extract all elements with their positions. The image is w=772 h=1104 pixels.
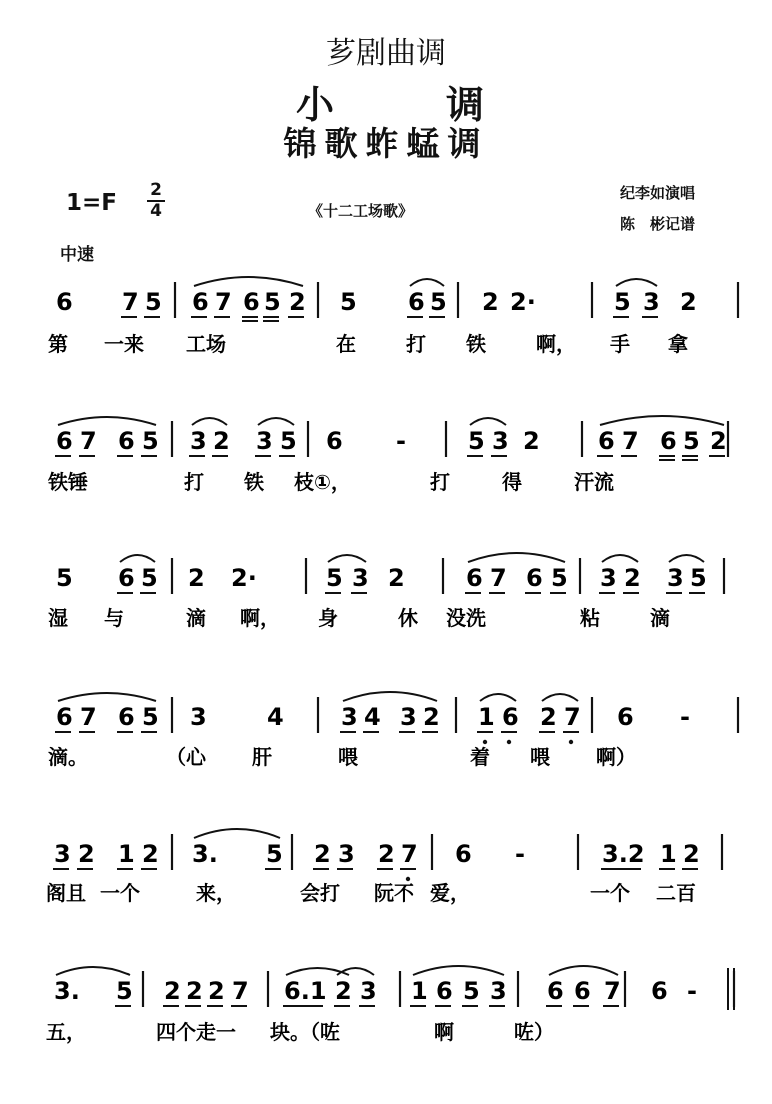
key-signature: 1=F — [66, 190, 117, 216]
slur — [549, 966, 618, 975]
note: 5 — [690, 564, 707, 592]
note: 3 — [256, 427, 273, 455]
note: 7 — [232, 977, 249, 1005]
note: 2 — [164, 977, 181, 1005]
slur — [337, 968, 374, 975]
note: 2 — [482, 288, 499, 316]
slur — [120, 555, 155, 562]
note: 6 — [408, 288, 425, 316]
slur — [58, 693, 156, 701]
note: 3.2 — [602, 840, 645, 868]
note: 5 — [266, 840, 283, 868]
note: 7 — [622, 427, 639, 455]
note: 6 — [466, 564, 483, 592]
lyric: 阮不 — [374, 881, 414, 905]
note: 3 — [492, 427, 509, 455]
note: 7 — [215, 288, 232, 316]
lyric: 滴 — [650, 606, 670, 630]
lyric: 身 — [318, 606, 338, 630]
note: 2 — [335, 977, 352, 1005]
lyric: 在 — [336, 332, 356, 356]
note: 6 — [192, 288, 209, 316]
note: 3 — [490, 977, 507, 1005]
octave-dot — [507, 740, 511, 744]
lyric: 铁锤 — [48, 470, 88, 494]
note: 6 — [326, 427, 343, 455]
lyric: 五， — [46, 1020, 86, 1044]
lyric: 阁且 — [46, 881, 86, 905]
note: - — [396, 427, 406, 455]
note: 6 — [118, 427, 135, 455]
lyric: 打 — [184, 470, 204, 494]
note: 6.1 — [284, 977, 327, 1005]
note: 2 — [314, 840, 331, 868]
note: 3 — [190, 703, 207, 731]
time-signature-bottom: 4 — [150, 201, 162, 221]
lyric: 铁 — [244, 470, 264, 494]
lyric: 打 — [406, 332, 426, 356]
note: 3 — [338, 840, 355, 868]
note: 5 — [142, 703, 159, 731]
note: 5 — [56, 564, 73, 592]
note: 2 — [289, 288, 306, 316]
tempo-marking: 中速 — [60, 245, 94, 265]
note: 6 — [243, 288, 260, 316]
note: 5 — [280, 427, 297, 455]
note: 7 — [604, 977, 621, 1005]
note: 3 — [400, 703, 417, 731]
lyric: 肝 — [252, 745, 272, 769]
slur — [470, 418, 506, 425]
note: 3. — [192, 840, 218, 868]
note: 6 — [574, 977, 591, 1005]
note: 1 — [118, 840, 135, 868]
note: 2 — [213, 427, 230, 455]
slur — [468, 553, 565, 562]
note: 6 — [660, 427, 677, 455]
note: 6 — [118, 564, 135, 592]
lyric: 湿 — [48, 606, 68, 630]
note: 6 — [118, 703, 135, 731]
lyric: 喂 — [338, 745, 358, 769]
note: - — [515, 840, 525, 868]
note: 3 — [360, 977, 377, 1005]
note: 5 — [264, 288, 281, 316]
note: 6 — [455, 840, 472, 868]
slur — [192, 418, 227, 425]
lyric: 四个走一 — [156, 1020, 236, 1044]
note: 5 — [326, 564, 343, 592]
note: 5 — [116, 977, 133, 1005]
note: 5 — [142, 427, 159, 455]
note: 2 — [624, 564, 641, 592]
note: 2 — [710, 427, 727, 455]
slur — [56, 967, 130, 975]
note: 3 — [643, 288, 660, 316]
note: 6 — [526, 564, 543, 592]
genre-subtitle: 芗剧曲调 — [326, 36, 446, 71]
lyric: 滴 — [186, 606, 206, 630]
lyric: 爱， — [430, 881, 470, 905]
note: 4 — [364, 703, 381, 731]
lyric: 休 — [398, 606, 418, 630]
slur — [410, 279, 444, 286]
note: 7 — [122, 288, 139, 316]
octave-dot — [569, 740, 573, 744]
note: 2 — [378, 840, 395, 868]
note: 6 — [598, 427, 615, 455]
note: 6 — [547, 977, 564, 1005]
slur — [542, 694, 578, 701]
octave-dot — [406, 877, 410, 881]
lyric: 粘 — [580, 606, 600, 630]
slur — [616, 279, 657, 286]
note: 5 — [463, 977, 480, 1005]
note: 7 — [490, 564, 507, 592]
slur — [343, 692, 437, 701]
note: 3 — [54, 840, 71, 868]
slur — [258, 418, 294, 425]
note: 2 — [142, 840, 159, 868]
note: 2 — [208, 977, 225, 1005]
note: 2 — [186, 977, 203, 1005]
note: 2 — [540, 703, 557, 731]
note: 6 — [56, 288, 73, 316]
lyric: 会打 — [300, 881, 340, 905]
lyric: 手 — [610, 332, 630, 356]
note: 6 — [617, 703, 634, 731]
note: 6 — [56, 427, 73, 455]
lyric: （心 — [166, 745, 206, 769]
lyric: 第 — [48, 332, 68, 356]
note: 5 — [430, 288, 447, 316]
note: 5 — [683, 427, 700, 455]
credit-singer: 纪李如演唱 — [620, 184, 696, 202]
lyric: 与 — [104, 606, 124, 630]
lyric: 没洗 — [446, 606, 486, 630]
lyric: 一个 — [590, 881, 630, 905]
lyric: 一来 — [104, 332, 144, 356]
slur — [669, 555, 704, 562]
slur — [602, 555, 638, 562]
note: 5 — [340, 288, 357, 316]
lyric: 来， — [196, 881, 236, 905]
lyric: 块。（咗 — [270, 1020, 340, 1044]
lyric: 着 — [470, 745, 490, 769]
note: 2· — [510, 288, 536, 316]
slur — [194, 829, 280, 838]
slur — [194, 277, 303, 286]
note: 2 — [423, 703, 440, 731]
note: 7 — [80, 703, 97, 731]
lyric: 一个 — [100, 881, 140, 905]
lyric: 枝①， — [294, 470, 351, 494]
note: 2 — [683, 840, 700, 868]
lyric: 汗流 — [574, 470, 614, 494]
note: 5 — [614, 288, 631, 316]
note: 1 — [411, 977, 428, 1005]
note: 7 — [564, 703, 581, 731]
note: 3 — [190, 427, 207, 455]
note: 6 — [651, 977, 668, 1005]
note: 4 — [267, 703, 284, 731]
note: 1 — [660, 840, 677, 868]
note: 5 — [468, 427, 485, 455]
note: 5 — [551, 564, 568, 592]
slur — [480, 694, 516, 701]
note: - — [687, 977, 697, 1005]
lyric: 喂 — [530, 745, 550, 769]
lyric: 啊， — [536, 332, 576, 356]
note: 2 — [523, 427, 540, 455]
lyric: 二百 — [656, 881, 696, 905]
note: 3 — [667, 564, 684, 592]
note: 2 — [78, 840, 95, 868]
lyric: 打 — [430, 470, 450, 494]
lyric: 啊， — [240, 606, 280, 630]
title-char-1: 小 — [296, 82, 335, 127]
note: 3 — [341, 703, 358, 731]
lyric: 拿 — [668, 332, 688, 356]
note: 6 — [436, 977, 453, 1005]
lyric: 啊） — [596, 745, 636, 769]
note: 5 — [141, 564, 158, 592]
alternate-title: 锦歌蚱蜢调 — [283, 124, 489, 163]
note: 7 — [80, 427, 97, 455]
note: 6 — [502, 703, 519, 731]
note: - — [680, 703, 690, 731]
lyric: 滴。 — [48, 745, 88, 769]
note: 6 — [56, 703, 73, 731]
lyric: 啊 — [434, 1020, 454, 1044]
source-note: 《十二工场歌》 — [308, 202, 414, 220]
title-char-2: 调 — [446, 82, 485, 127]
note: 2 — [188, 564, 205, 592]
lyric: 咗） — [514, 1020, 554, 1044]
octave-dot — [483, 740, 487, 744]
note: 2 — [680, 288, 697, 316]
lyric: 工场 — [186, 332, 226, 356]
time-signature-top: 2 — [150, 180, 162, 200]
slur — [58, 417, 156, 425]
slur — [413, 966, 504, 975]
slur — [328, 555, 366, 562]
slur — [600, 416, 724, 425]
note: 7 — [401, 840, 418, 868]
lyric: 铁 — [466, 332, 486, 356]
note: 2· — [231, 564, 257, 592]
note: 1 — [478, 703, 495, 731]
note: 3 — [600, 564, 617, 592]
credit-transcriber: 陈 彬记谱 — [620, 215, 696, 233]
lyric: 得 — [502, 470, 522, 494]
note: 2 — [388, 564, 405, 592]
note: 3 — [352, 564, 369, 592]
note: 5 — [145, 288, 162, 316]
note: 3. — [54, 977, 80, 1005]
